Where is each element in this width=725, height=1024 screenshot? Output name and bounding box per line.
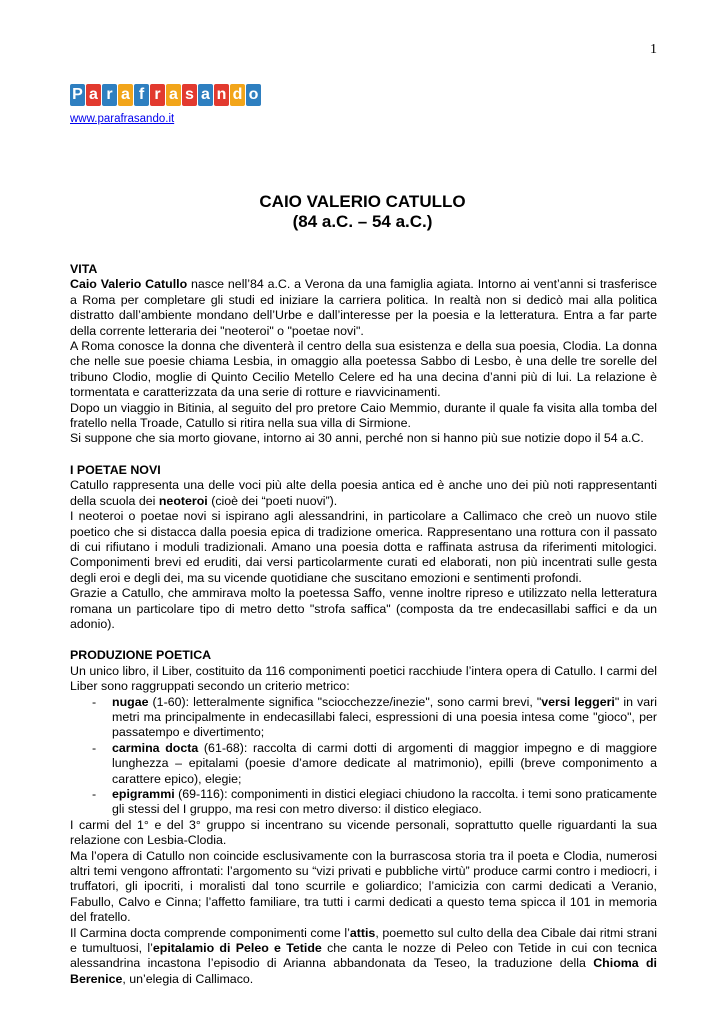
bold-text: attis (349, 925, 376, 940)
logo-letter-tile: a (166, 84, 181, 106)
paragraph: Ma l’opera di Catullo non coincide esclusivamente con la burrascosa storia tra il poeta e Clodia, numerosi altri temi vengono affrontati: l’argomento su “vizi privati e pubbliche virtù” produce carmi contro i mediocri, i truffatori, gli ipocriti, i moralisti dal tono scurrile e goliardico; l’amicizia con carmi dedicati a Veranio, Fabullo, Calvo e Cinna; l’affetto familiare, tra tutti i carmi dedicati a questo tema spicca il 101 in memoria del fratello. (70, 848, 657, 925)
text: (cioè dei “poeti nuovi”). (207, 493, 338, 508)
text: nasce nell’84 a.C. a Verona da una famiglia agiata. Intorno ai vent’anni si trasferisce a Roma per completare gli studi ed iniziare la carriera politica. In realtà non si dedicò mai alla politica distratto dall’ambiente mondano dell’Urbe e dall’interesse per la poesia e la letteratura. Entra a far parte della corrente letteraria dei "neoteroi" o "poetae novi". (70, 277, 657, 338)
works-list (70, 695, 657, 818)
logo-letter-tile: o (246, 84, 261, 106)
website-link[interactable]: www.parafrasando.it (70, 113, 175, 125)
title-line-1: CAIO VALERIO CATULLO (259, 192, 466, 211)
bold-text: Caio Valerio Catullo (70, 277, 188, 292)
logo-letter-tile: n (214, 84, 229, 106)
title-line-2: (84 a.C. – 54 a.C.) (292, 212, 433, 231)
document-body (70, 262, 657, 987)
paragraph: I neoteroi o poetae novi si ispirano agli alessandrini, in particolare a Callimaco che creò un nuovo stile poetico che si distacca dalla poesia epica di tradizione omerica. Rappresentano una rottura con il passato di cui rifiutano i moduli tradizionali. Amano una poesia dotta e raffinata astrusa da riferimenti mitologici. Componimenti brevi ed eruditi, dai versi particolarmente curati ed elaborati, non più incentrati sulle gesta degli eroi e degli dei, ma su vicende quotidiane che suscitano emozioni e sentimenti profondi. (70, 509, 657, 585)
parafrasando-logo (70, 84, 261, 106)
bold-text: versi leggeri (541, 694, 615, 709)
list-item (112, 787, 657, 818)
bold-text: nugae (112, 694, 149, 709)
text: , un’elegia di Callimaco. (122, 971, 254, 986)
section-heading-vita: VITA (70, 262, 98, 276)
text: (69-116): componimenti in distici elegiaci chiudono la raccolta. i temi sono praticamente gli stessi del I gruppo, ma resi con metro diverso: il distico elegiaco. (112, 787, 657, 817)
paragraph (70, 277, 657, 339)
bold-text: carmina docta (112, 740, 199, 755)
bold-text: epigrammi (112, 787, 175, 801)
logo-letter-tile: a (198, 84, 213, 106)
list-item (112, 741, 657, 787)
logo-letter-tile: d (230, 84, 245, 106)
document-title (0, 192, 725, 232)
text: " in vari metri ma principalmente in endecasillabi faleci, espressioni di una poesia intesa come "gioco", per passatempo e divertimento; (112, 694, 657, 740)
paragraph: Dopo un viaggio in Bitinia, al seguito del pro pretore Caio Memmio, durante il quale fa visita alla tomba del fratello nella Troade, Catullo si ritira nella sua villa di Sirmione. (70, 400, 657, 431)
text: che canta le nozze di Peleo con Tetide in cui con tecnica alessandrina incastona l’episodio di Arianna abbandonata da Teseo, la traduzione della (70, 941, 657, 971)
paragraph (70, 926, 657, 988)
paragraph: Si suppone che sia morto giovane, intorno ai 30 anni, perché non si hanno più sue notizie dopo il 54 a.C. (70, 431, 644, 446)
text: (1-60): letteralmente significa "sciocchezze/inezie", sono carmi brevi, " (148, 694, 542, 709)
logo-letter-tile: a (86, 84, 101, 106)
text: Catullo rappresenta una delle voci più alte della poesia antica ed è anche uno dei più noti rappresentanti della scuola dei (70, 478, 657, 508)
section-heading-produzione: PRODUZIONE POETICA (70, 648, 212, 663)
logo-letter-tile: s (182, 84, 197, 106)
paragraph: Grazie a Catullo, che ammirava molto la poetessa Saffo, venne inoltre ripreso e utilizzato nella letteratura romana un particolare tipo di metro detto "strofa saffica" (composta da tre endecasillabi saffici e da un adonio). (70, 586, 657, 631)
paragraph: A Roma conosce la donna che diventerà il centro della sua esistenza e della sua poesia, Clodia. La donna che nelle sue poesie chiama Lesbia, in omaggio alla poetessa Sabbo di Lesbo, è una delle tre sorelle del tribuno Clodio, moglie di Quinto Cecilio Metello Celere ed ha una decina d’anni più di lui. La relazione è tormentata e caratterizzata da una serie di rotture e riavvicinamenti. (70, 339, 657, 400)
paragraph: I carmi del 1° e del 3° gruppo si incentrano su vicende personali, soprattutto quelle riguardanti la sua relazione con Lesbia-Clodia. (70, 817, 657, 848)
paragraph: Un unico libro, il Liber, costituito da 116 componimenti poetici racchiude l’intera opera di Catullo. I carmi del Liber sono raggruppati secondo un criterio metrico: (70, 663, 657, 694)
page-number: 1 (650, 42, 657, 57)
section-heading-poetae-novi: I POETAE NOVI (70, 462, 161, 477)
bold-text: epitalamio di Peleo e Tetide (152, 941, 322, 956)
logo-letter-tile: r (102, 84, 117, 106)
bold-text: Chioma di Berenice (70, 956, 657, 986)
logo-letter-tile: a (118, 84, 133, 106)
bold-text: neoteroi (158, 493, 208, 508)
logo-letter-tile: f (134, 84, 149, 106)
logo-letter-tile: r (150, 84, 165, 106)
text: , poemetto sul culto della dea Cibale dai ritmi strani e tumultuosi, l’ (70, 925, 657, 956)
text: (61-68): raccolta di carmi dotti di argomenti di maggior impegno e di maggiore lunghezza – epitalami (poesie d’amore dedicate al matrimonio), epilli (breve componimento a carattere epico), elegie; (112, 740, 657, 786)
paragraph (70, 478, 657, 509)
text: Il Carmina docta comprende componimenti come l’ (70, 925, 350, 940)
list-item (112, 695, 657, 741)
logo-letter-tile: P (70, 84, 85, 106)
